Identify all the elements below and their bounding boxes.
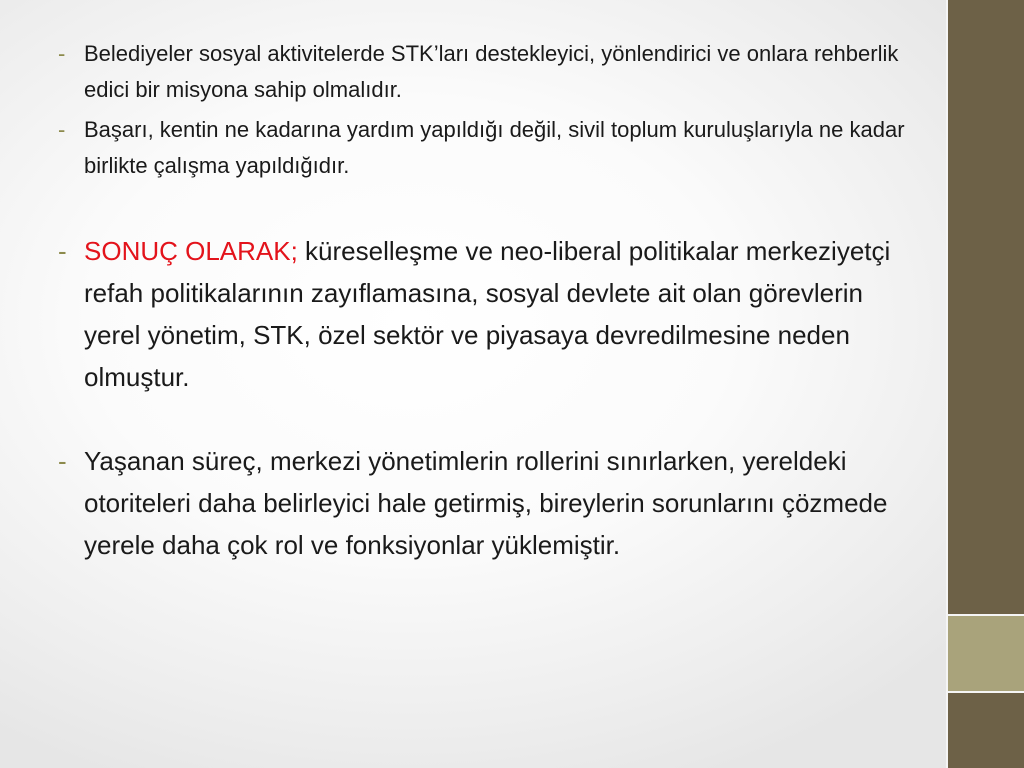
bullet-text-1: Belediyeler sosyal aktivitelerde STK’ları destekleyici, yönlendirici ve onlara rehberlik edici bir misyona sahip olmalıdır. bbox=[84, 41, 899, 102]
bullet-text-4: Yaşanan süreç, merkezi yönetimlerin rollerini sınırlarken, yereldeki otoriteleri daha belirleyici hale getirmiş, bireylerin sorunlarını çözmede yerele daha çok rol ve fonksiyonlar yüklemiştir. bbox=[84, 446, 888, 560]
sidebar-accent-band bbox=[948, 614, 1024, 693]
bullet-text-3: küreselleşme ve neo-liberal politikalar merkeziyetçi refah politikalarının zayıflamasına, sosyal devlete ait olan görevlerin yerel yönetim, STK, özel sektör ve piyasaya devredilmesine neden olmuştur. bbox=[84, 236, 891, 392]
bullet-dash: - bbox=[58, 41, 66, 66]
bullet-item-2 bbox=[58, 112, 918, 184]
bullet-text-2: Başarı, kentin ne kadarına yardım yapıldığı değil, sivil toplum kuruluşlarıyla ne kadar birlikte çalışma yapıldığıdır. bbox=[84, 117, 905, 178]
bullet-item-3 bbox=[58, 230, 918, 398]
bullet-item-4 bbox=[58, 440, 918, 566]
slide-content bbox=[58, 36, 918, 566]
conclusion-highlight: SONUÇ OLARAK; bbox=[84, 236, 298, 266]
bullet-item-1 bbox=[58, 36, 918, 108]
decorative-sidebar bbox=[946, 0, 1024, 768]
bullet-dash: - bbox=[58, 117, 66, 142]
bullet-dash: - bbox=[58, 236, 67, 266]
bullet-dash: - bbox=[58, 446, 67, 476]
